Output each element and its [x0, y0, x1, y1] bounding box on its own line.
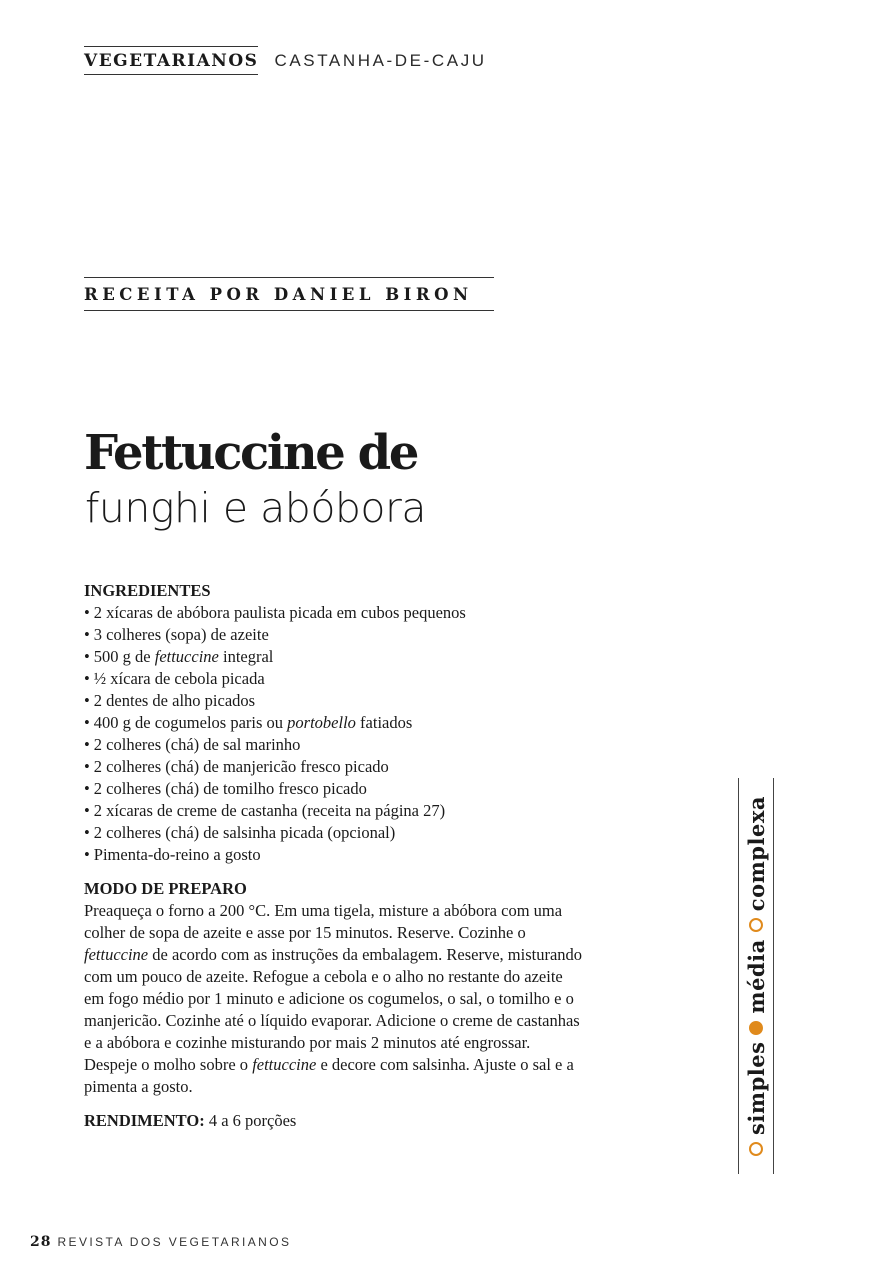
bullet-glyph: •: [84, 669, 90, 688]
ingredient-text: 2 colheres (chá) de sal marinho: [93, 735, 301, 754]
bullet-glyph: •: [84, 691, 90, 710]
difficulty-circle-icon: [749, 1142, 763, 1156]
ingredient-text: integral: [218, 647, 274, 666]
ingredient-item: [84, 668, 604, 690]
ingredient-text: 2 xícaras de abóbora paulista picada em cubos pequenos: [93, 603, 466, 622]
yield-value: 4 a 6 porções: [204, 1111, 297, 1130]
bullet-glyph: •: [84, 735, 90, 754]
recipe-subtitle: funghi e abóbora: [85, 484, 427, 532]
ingredient-item: [84, 646, 604, 668]
ingredient-text: 2 colheres (chá) de manjericão fresco picado: [93, 757, 389, 776]
ingredient-text: 2 colheres (chá) de tomilho fresco picado: [93, 779, 367, 798]
method-segment: e decore com salsinha. Ajuste o sal e a pimenta a gosto.: [84, 1055, 574, 1096]
recipe-title: Fettuccine de: [84, 425, 417, 481]
difficulty-medium-label: média: [743, 939, 769, 1014]
page-footer: [30, 1234, 291, 1250]
bullet-glyph: •: [84, 603, 90, 622]
difficulty-simple-label: simples: [743, 1041, 769, 1135]
bullet-glyph: •: [84, 801, 90, 820]
ingredient-text: 2 colheres (chá) de salsinha picada (opcional): [93, 823, 396, 842]
ingredient-text: Pimenta-do-reino a gosto: [93, 845, 261, 864]
bullet-glyph: •: [84, 845, 90, 864]
ingredient-item: [84, 734, 604, 756]
ingredient-italic: fettuccine: [154, 647, 219, 666]
ingredient-italic: portobello: [287, 713, 356, 732]
bullet-glyph: •: [84, 823, 90, 842]
bullet-glyph: •: [84, 713, 90, 732]
ingredient-item: [84, 624, 604, 646]
bullet-glyph: •: [84, 779, 90, 798]
ingredient-item: [84, 778, 604, 800]
section-label: VEGETARIANOS: [84, 46, 258, 75]
ingredient-text: 3 colheres (sopa) de azeite: [93, 625, 269, 644]
bullet-glyph: •: [84, 647, 90, 666]
ingredient-text: 2 dentes de alho picados: [93, 691, 256, 710]
page-number: 28: [30, 1234, 52, 1250]
yield-label: RENDIMENTO:: [84, 1111, 205, 1130]
ingredient-item: [84, 822, 604, 844]
yield-line: [84, 1110, 604, 1132]
bullet-glyph: •: [84, 625, 90, 644]
difficulty-complex-label: complexa: [743, 796, 769, 912]
method-segment: Preaqueça o forno a 200 °C. Em uma tigela, misture a abóbora com uma colher de sopa de azeite e asse por 15 minutos. Reserve. Cozinhe o: [84, 901, 563, 942]
recipe-body: [84, 580, 604, 1132]
method-segment: de acordo com as instruções da embalagem. Reserve, misturando com um pouco de azeite. Refogue a cebola e o alho no restante do azeite em fogo médio por 1 minuto e adicione os cogumelos, o sal, o tomilho e o manjericão. Cozinhe até o líquido evaporar. Adicione o creme de castanhas e a abóbora e cozinhe misturando por mais 2 minutos até engrossar. Despeje o molho sobre o: [84, 945, 583, 1074]
ingredient-item: [84, 602, 604, 624]
ingredients-heading: INGREDIENTES: [84, 581, 211, 600]
method-italic: fettuccine: [84, 945, 149, 964]
method-text: [84, 900, 584, 1098]
ingredient-item: [84, 844, 604, 866]
ingredient-item: [84, 800, 604, 822]
ingredient-item: [84, 690, 604, 712]
ingredient-text: 500 g de: [93, 647, 155, 666]
ingredient-item: [84, 712, 604, 734]
difficulty-indicator: [738, 778, 774, 1174]
method-italic: fettuccine: [252, 1055, 317, 1074]
difficulty-circle-icon: [749, 918, 763, 932]
difficulty-scale: [738, 778, 774, 1174]
bullet-glyph: •: [84, 757, 90, 776]
recipe-byline: RECEITA POR DANIEL BIRON: [84, 277, 494, 311]
ingredient-item: [84, 756, 604, 778]
ingredient-text: 400 g de cogumelos paris ou: [93, 713, 288, 732]
ingredients-list: [84, 602, 604, 866]
method-heading: MODO DE PREPARO: [84, 879, 247, 898]
section-header: [84, 46, 487, 75]
ingredient-text: 2 xícaras de creme de castanha (receita na página 27): [93, 801, 446, 820]
ingredient-text: ½ xícara de cebola picada: [93, 669, 265, 688]
difficulty-circle-filled-icon: [749, 1021, 763, 1035]
magazine-name: REVISTA DOS VEGETARIANOS: [57, 1235, 292, 1249]
ingredient-text: fatiados: [355, 713, 413, 732]
subsection-label: CASTANHA-DE-CAJU: [274, 50, 487, 70]
